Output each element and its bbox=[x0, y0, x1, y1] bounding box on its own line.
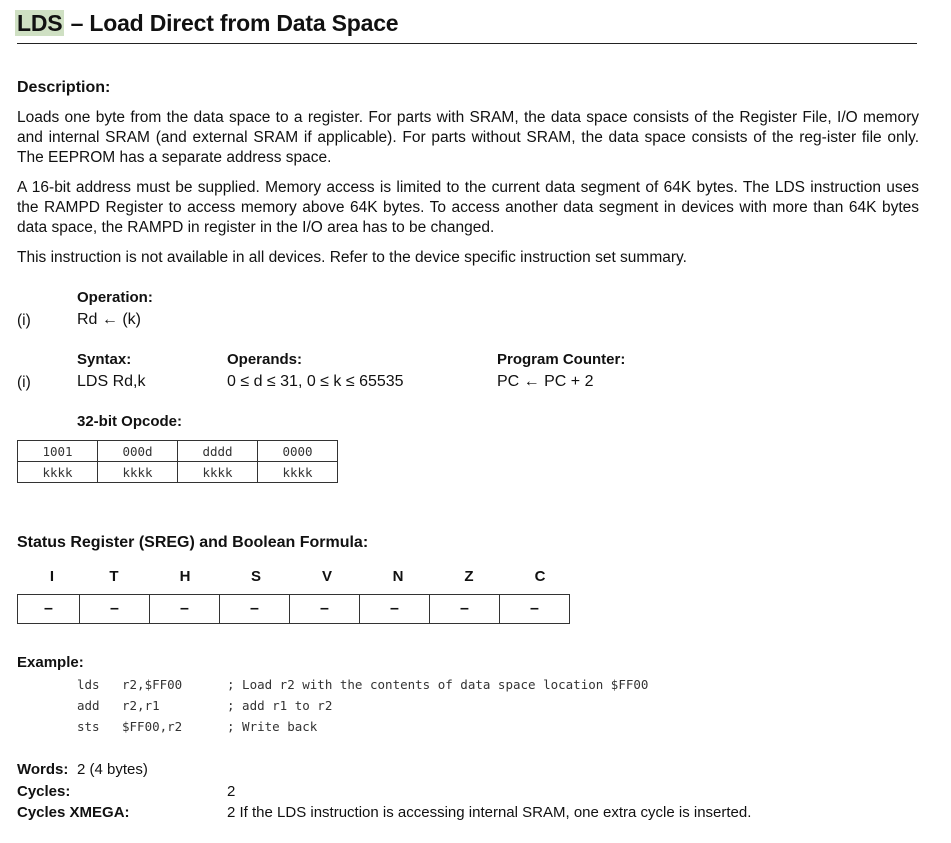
opcode-cell: kkkk bbox=[258, 462, 338, 483]
flag-label-n: N bbox=[392, 568, 404, 585]
sreg-cell: – bbox=[360, 595, 430, 624]
cycles-label: Cycles: bbox=[17, 783, 71, 800]
opcode-cell: 0000 bbox=[258, 441, 338, 462]
sreg-heading: Status Register (SREG) and Boolean Formula: bbox=[17, 534, 369, 551]
words-label: Words: bbox=[17, 761, 69, 778]
page-title bbox=[17, 10, 398, 37]
flag-label-s: S bbox=[250, 568, 261, 585]
syntax-text: LDS Rd,k bbox=[77, 373, 146, 390]
description-heading: Description: bbox=[17, 79, 111, 96]
sreg-cell: – bbox=[18, 595, 80, 624]
sreg-cell: – bbox=[80, 595, 150, 624]
flag-label-i: I bbox=[49, 568, 55, 585]
title-rule bbox=[17, 43, 917, 44]
operation-formula: Rd ← (k) bbox=[77, 311, 141, 328]
flag-label-v: V bbox=[321, 568, 332, 585]
code-op: sts bbox=[77, 719, 100, 734]
opcode-heading: 32-bit Opcode: bbox=[77, 413, 183, 430]
operation-index: (i) bbox=[17, 312, 31, 329]
opcode-cell: dddd bbox=[178, 441, 258, 462]
flag-label-h: H bbox=[179, 568, 191, 585]
sreg-cell: – bbox=[500, 595, 570, 624]
opcode-table bbox=[17, 440, 338, 483]
sreg-row bbox=[18, 595, 570, 624]
code-comment: ; Write back bbox=[227, 719, 318, 734]
cycles-value: 2 bbox=[227, 783, 236, 800]
example-heading: Example: bbox=[17, 654, 84, 671]
description-paragraph-2: A 16-bit address must be supplied. Memory access is limited to the current data segment of 64K bytes. The LDS instruction uses the RAMPD Register to access memory above 64K bytes. To access another data segment in devices with more than 64K bytes data space, the RAMPD in register in the I/O area has to be changed. bbox=[17, 179, 919, 236]
sreg-cell: – bbox=[290, 595, 360, 624]
title-text: – Load Direct from Data Space bbox=[64, 10, 399, 36]
opcode-row bbox=[18, 462, 338, 483]
sreg-cell: – bbox=[150, 595, 220, 624]
syntax-heading: Syntax: bbox=[77, 351, 132, 368]
opcode-cell: kkkk bbox=[98, 462, 178, 483]
flag-label-z: Z bbox=[464, 568, 474, 585]
code-args: r2,$FF00 bbox=[122, 677, 183, 692]
code-comment: ; add r1 to r2 bbox=[227, 698, 333, 713]
sreg-table bbox=[17, 594, 570, 624]
code-op: add bbox=[77, 698, 100, 713]
code-op: lds bbox=[77, 677, 100, 692]
operation-heading: Operation: bbox=[77, 289, 153, 306]
description-paragraph-1: Loads one byte from the data space to a register. For parts with SRAM, the data space consists of the Register File, I/O memory and internal SRAM (and external SRAM if applicable). For parts without SRAM, the data space consists of the reg-ister file only. The EEPROM has a separate address space. bbox=[17, 109, 919, 166]
flag-label-t: T bbox=[109, 568, 119, 585]
description-paragraph-3: This instruction is not available in all devices. Refer to the device specific instruction set summary. bbox=[17, 249, 687, 266]
syntax-index: (i) bbox=[17, 374, 31, 391]
operands-heading: Operands: bbox=[227, 351, 303, 368]
cycles-xmega-value: 2 If the LDS instruction is accessing internal SRAM, one extra cycle is inserted. bbox=[227, 804, 752, 821]
code-args: $FF00,r2 bbox=[122, 719, 183, 734]
opcode-cell: kkkk bbox=[18, 462, 98, 483]
sreg-cell: – bbox=[220, 595, 290, 624]
code-comment: ; Load r2 with the contents of data space location $FF00 bbox=[227, 677, 649, 692]
opcode-cell: kkkk bbox=[178, 462, 258, 483]
cycles-xmega-label: Cycles XMEGA: bbox=[17, 804, 130, 821]
words-value: 2 (4 bytes) bbox=[77, 761, 148, 778]
program-counter-text: PC ← PC + 2 bbox=[497, 373, 594, 390]
title-mnemonic: LDS bbox=[17, 10, 63, 36]
sreg-flag-labels bbox=[17, 568, 577, 586]
opcode-cell: 1001 bbox=[18, 441, 98, 462]
flag-label-c: C bbox=[534, 568, 546, 585]
sreg-cell: – bbox=[430, 595, 500, 624]
opcode-row bbox=[18, 441, 338, 462]
opcode-cell: 000d bbox=[98, 441, 178, 462]
code-args: r2,r1 bbox=[122, 698, 160, 713]
program-counter-heading: Program Counter: bbox=[497, 351, 626, 368]
operands-text: 0 ≤ d ≤ 31, 0 ≤ k ≤ 65535 bbox=[227, 373, 404, 390]
